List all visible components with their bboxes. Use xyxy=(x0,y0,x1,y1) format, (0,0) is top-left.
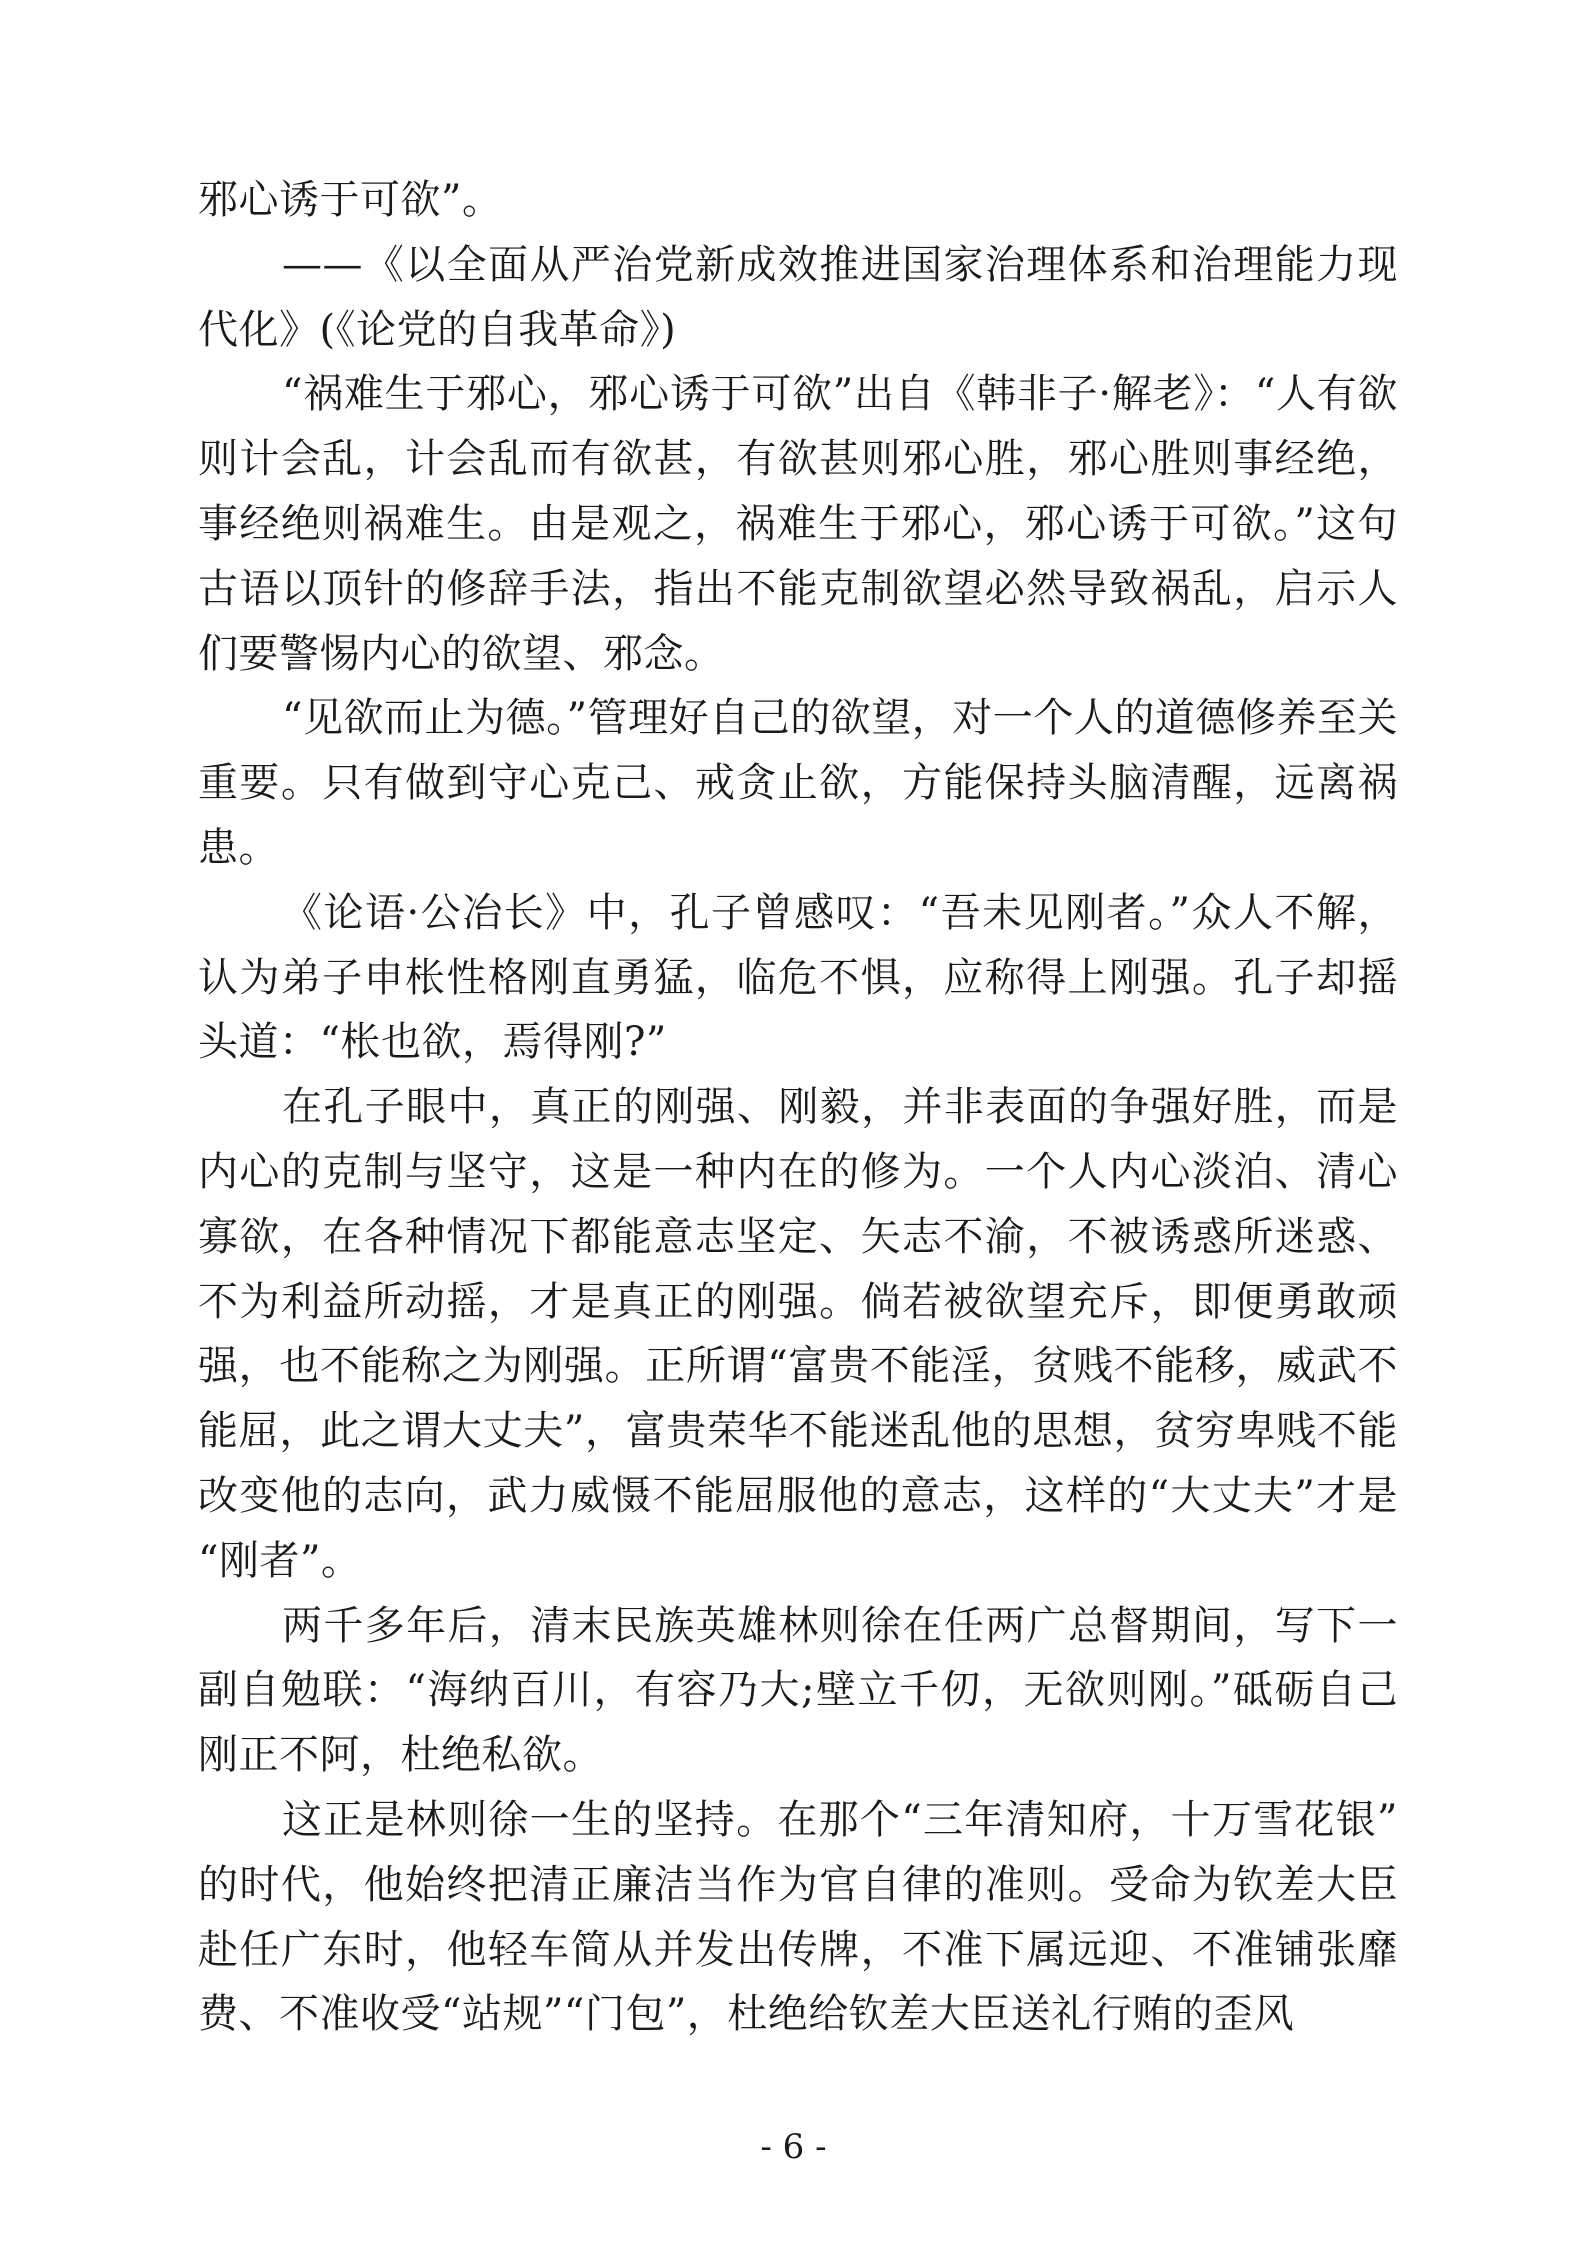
paragraph-4: “见欲而止为德。”管理好自己的欲望，对一个人的道德修养至关重要。只有做到守心克己、戒贪止欲，方能保持头脑清醒，远离祸患。 xyxy=(198,695,1398,871)
paragraph-6: 在孔子眼中，真正的刚强、刚毅，并非表面的争强好胜，而是内心的克制与坚守，这是一种内在的修为。一个人内心淡泊、清心寡欲，在各种情况下都能意志坚定、矢志不渝，不被诱惑所迷惑、不为利益所动摇，才是真正的刚强。倘若被欲望充斥，即便勇敢顽强，也不能称之为刚强。正所谓“富贵不能淫，贫贱不能移，威武不能屈，此之谓大丈夫”，富贵荣华不能迷乱他的思想，贫穷卑贱不能改变他的志向，武力威慑不能屈服他的意志，这样的“大丈夫”才是“刚者”。 xyxy=(198,1084,1398,1584)
paragraph-5: 《论语·公冶长》中，孔子曾感叹：“吾未见刚者。”众人不解，认为弟子申枨性格刚直勇猛，临危不惧，应称得上刚强。孔子却摇头道：“枨也欲，焉得刚?” xyxy=(198,889,1398,1066)
paragraph-7: 两千多年后，清末民族英雄林则徐在任两广总督期间，写下一副自勉联：“海纳百川，有容乃大;壁立千仞，无欲则刚。”砥砺自己刚正不阿，杜绝私欲。 xyxy=(198,1602,1398,1779)
paragraph-8: 这正是林则徐一生的坚持。在那个“三年清知府，十万雪花银”的时代，他始终把清正廉洁当作为官自律的准则。受命为钦差大臣赴任广东时，他轻车简从并发出传牌，不准下属远迎、不准铺张靡费、不准收受“站规”“门包”，杜绝给钦差大臣送礼行贿的歪风 xyxy=(198,1796,1398,2038)
page-body xyxy=(198,168,1398,2047)
paragraph-source-citation: ——《以全面从严治党新成效推进国家治理体系和治理能力现代化》(《论党的自我革命》) xyxy=(198,241,1398,353)
paragraph-1: 邪心诱于可欲”。 xyxy=(198,177,503,223)
page-number: - 6 - xyxy=(760,2127,827,2167)
paragraph-3: “祸难生于邪心，邪心诱于可欲”出自《韩非子·解老》：“人有欲则计会乱，计会乱而有欲甚，有欲甚则邪心胜，邪心胜则事经绝，事经绝则祸难生。由是观之，祸难生于邪心，邪心诱于可欲。”这句古语以顶针的修辞手法，指出不能克制欲望必然导致祸乱，启示人们要警惕内心的欲望、邪念。 xyxy=(198,371,1398,677)
